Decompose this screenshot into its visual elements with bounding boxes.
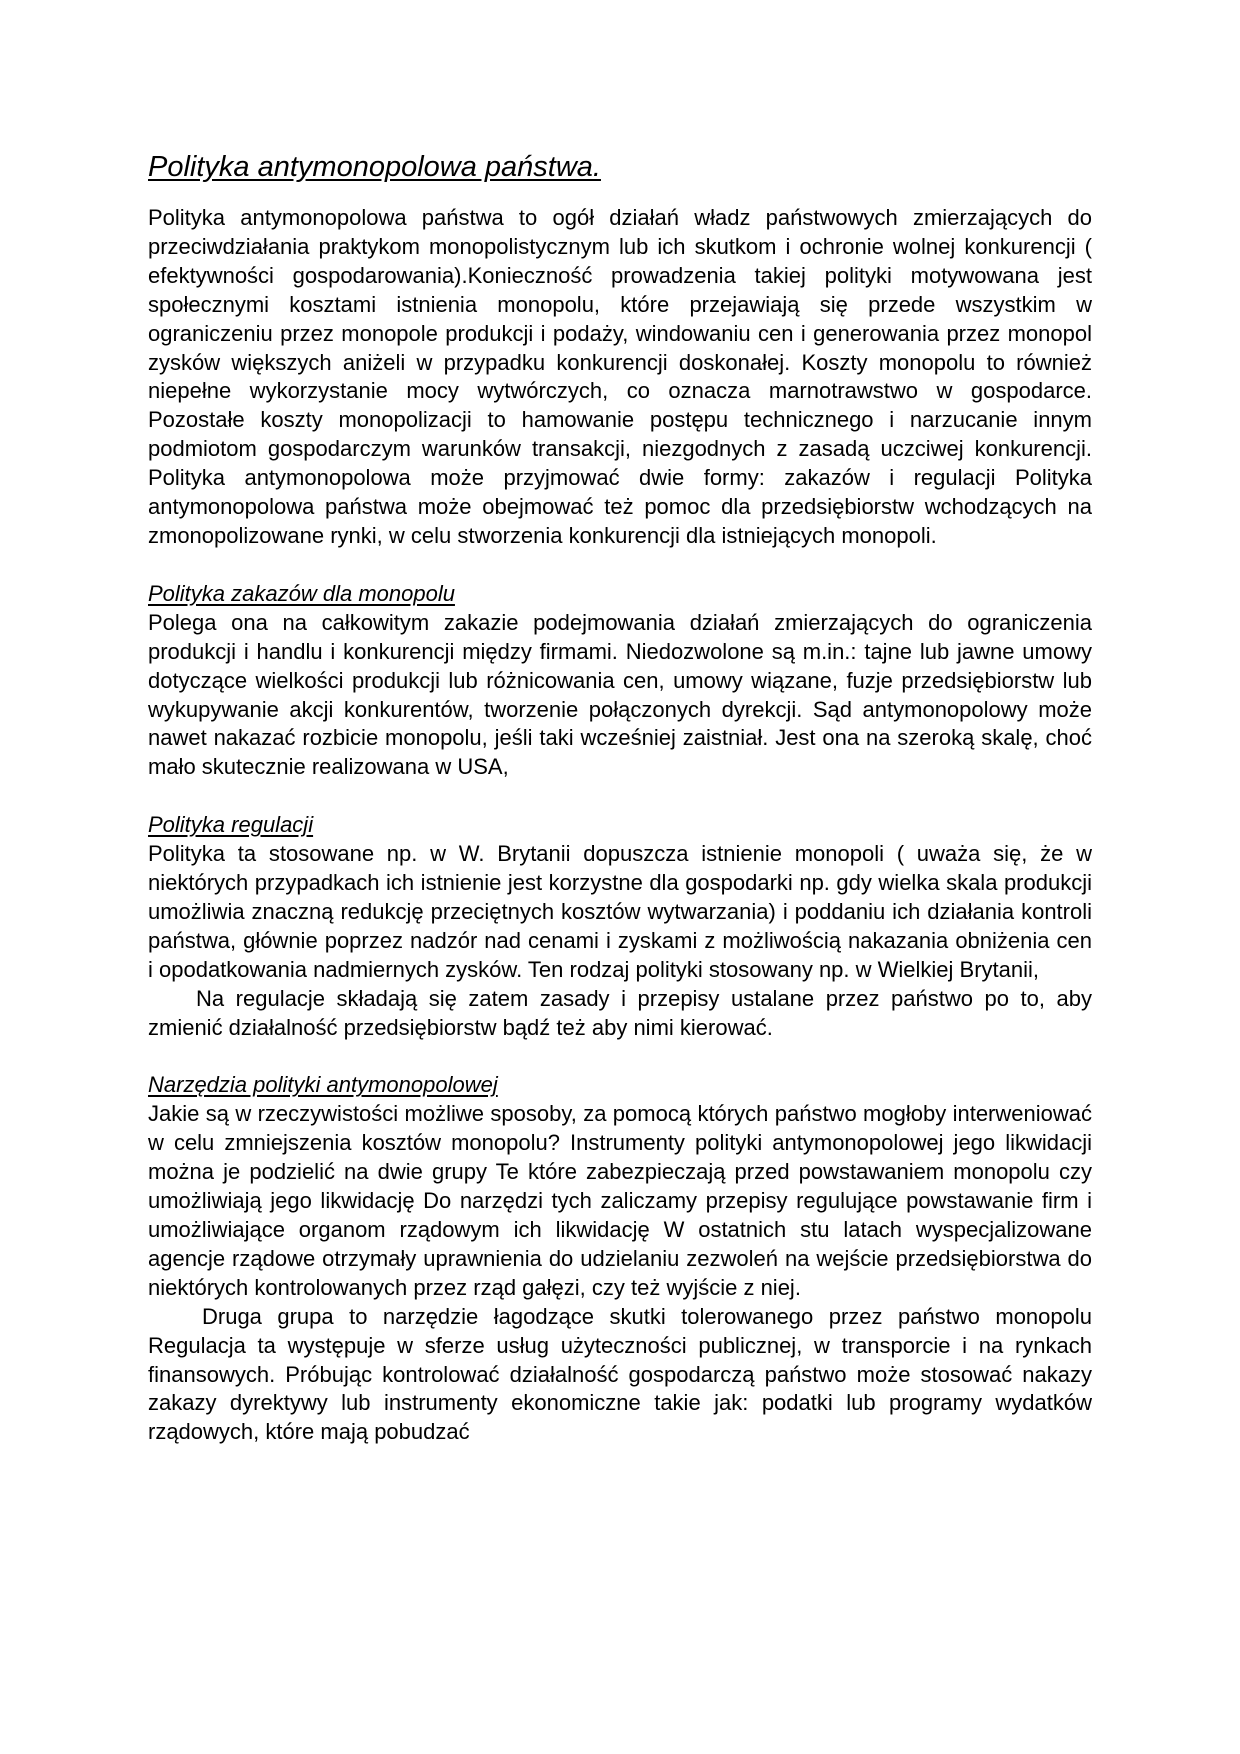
spacer xyxy=(148,1042,1092,1071)
spacer xyxy=(148,782,1092,811)
section-heading-narzedzia: Narzędzia polityki antymonopolowej xyxy=(148,1072,498,1098)
section-paragraph: Druga grupa to narzędzie łagodzące skutki tolerowanego przez państwo monopolu Regulacja ta występuje w sferze usług użyteczności publicznej, w transporcie i na rynkach finansowych. Próbując kontrolować działalność gospodarczą państwo może stosować nakazy zakazy dyrektywy lub instrumenty ekonomiczne takie jak: podatki lub programy wydatków rządowych, które mają pobudzać xyxy=(148,1303,1092,1445)
section-heading-regulacja: Polityka regulacji xyxy=(148,812,314,838)
document-title: Polityka antymonopolowa państwa. xyxy=(148,151,601,183)
spacer xyxy=(148,551,1092,580)
section-paragraph: Na regulacje składają się zatem zasady i przepisy ustalane przez państwo po to, aby zmienić działalność przedsiębiorstw bądź też aby nimi kierować. xyxy=(148,985,1092,1040)
section-paragraph: Jakie są w rzeczywistości możliwe sposoby, za pomocą których państwo mogłoby interweniować w celu zmniejszenia kosztów monopolu? Instrumenty polityki antymonopolowej jego likwidacji można je podzielić na dwie grupy Te które zabezpieczają przed powstawaniem monopolu czy umożliwiają jego likwidację Do narzędzi tych zaliczamy przepisy regulujące powstawanie firm i umożliwiające organom rządowym ich likwidację W ostatnich stu latach wyspecjalizowane agencje rządowe otrzymały uprawnienia do udzielaniu zezwoleń na wejście przedsiębiorstwa do niektórych kontrolowanych przez rząd gałęzi, czy też wyjście z niej. xyxy=(148,1101,1092,1300)
section-paragraph: Polega ona na całkowitym zakazie podejmowania działań zmierzających do ograniczenia produkcji i handlu i konkurencji między firmami. Niedozwolone są m.in.: tajne lub jawne umowy dotyczące wielkości produkcji lub różnicowania cen, umowy wiązane, fuzje przedsiębiorstw lub wykupywanie akcji konkurentów, tworzenie połączonych dyrekcji. Sąd antymonopolowy może nawet nakazać rozbicie monopolu, jeśli taki wcześniej zaistniał. Jest ona na szeroką skalę, choć mało skutecznie realizowana w USA, xyxy=(148,609,1092,780)
document-page xyxy=(148,150,1092,1447)
section-heading-zakazy: Polityka zakazów dla monopolu xyxy=(148,580,455,606)
intro-paragraph: Polityka antymonopolowa państwa to ogół działań władz państwowych zmierzających do przeciwdziałania praktykom monopolistycznym lub ich skutkom i ochronie wolnej konkurencji ( efektywności gospodarowania).Konieczność prowadzenia takiej polityki motywowana jest społecznymi kosztami istnienia monopolu, które przejawiają się przede wszystkim w ograniczeniu przez monopole produkcji i podaży, windowaniu cen i generowania przez monopol zysków większych aniżeli w przypadku konkurencji doskonałej. Koszty monopolu to również niepełne wykorzystanie mocy wytwórczych, co oznacza marnotrawstwo w gospodarce. Pozostałe koszty monopolizacji to hamowanie postępu technicznego i narzucanie innym podmiotom gospodarczym warunków transakcji, niezgodnych z zasadą uczciwej konkurencji. Polityka antymonopolowa może przyjmować dwie formy: zakazów i regulacji Polityka antymonopolowa państwa może obejmować też pomoc dla przedsiębiorstw wchodzących na zmonopolizowane rynki, w celu stworzenia konkurencji dla istniejących monopoli. xyxy=(148,205,1092,548)
section-paragraph: Polityka ta stosowane np. w W. Brytanii dopuszcza istnienie monopoli ( uważa się, że w niektórych przypadkach ich istnienie jest korzystne dla gospodarki np. gdy wielka skala produkcji umożliwia znaczną redukcję przeciętnych kosztów wytwarzania) i poddaniu ich działania kontroli państwa, głównie poprzez nadzór nad cenami i zyskami z możliwością nakazania obniżenia cen i opodatkowania nadmiernych zysków. Ten rodzaj polityki stosowany np. w Wielkiej Brytanii, xyxy=(148,841,1092,982)
